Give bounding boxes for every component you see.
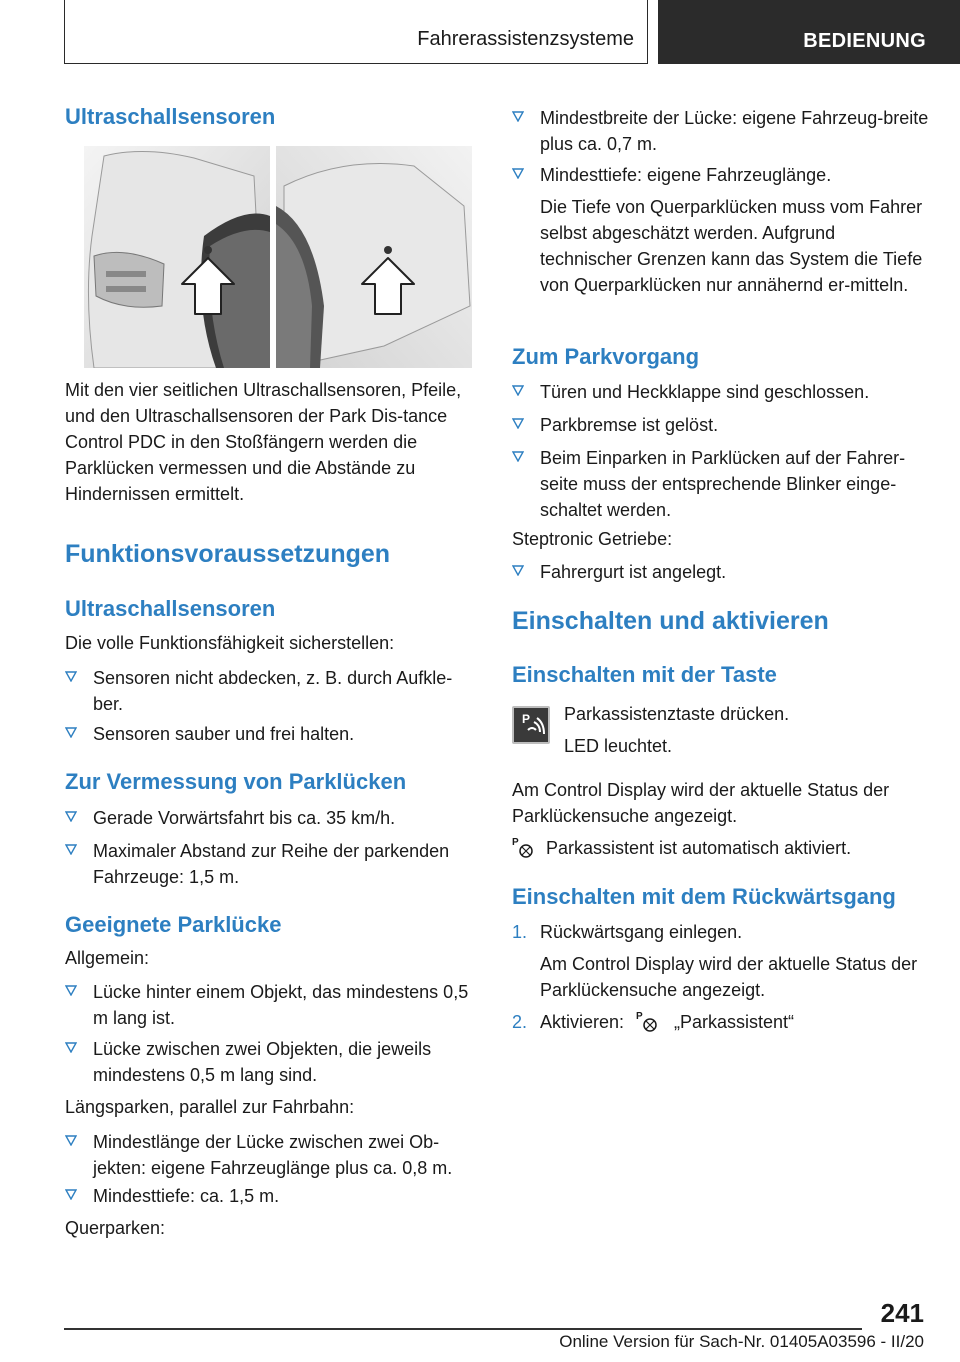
list-item-text: Parkbremse ist gelöst.: [540, 415, 719, 435]
header-tab: [658, 0, 960, 64]
heading-funktionsvoraussetzungen: Funktionsvoraussetzungen: [65, 540, 391, 568]
list-item: [512, 445, 932, 523]
list-item: [65, 805, 480, 831]
list-item-text: Beim Einparken in Parklücken auf der Fahrer-seite muss der entsprechende Blinker einge-schaltet werden.: [540, 448, 906, 520]
triangle-bullet-icon: [512, 417, 524, 429]
triangle-bullet-icon: [65, 810, 77, 822]
heading-einschalten-taste: Einschalten mit der Taste: [512, 662, 777, 687]
triangle-bullet-icon: [512, 167, 524, 179]
parking-assistant-icon: [636, 1009, 660, 1033]
triangle-bullet-icon: [65, 1188, 77, 1200]
paragraph-taste-druecken: Parkassistenztaste drücken.: [564, 704, 790, 724]
list-item-text: Sensoren sauber und frei halten.: [93, 724, 355, 744]
list-item: [512, 919, 932, 999]
svg-text:P: P: [512, 837, 519, 848]
heading-einschalten-rueckwaertsgang: Einschalten mit dem Rückwärtsgang: [512, 884, 896, 909]
paragraph-parkassistent-aktiv: Parkassistent ist automatisch aktiviert.: [546, 838, 852, 858]
list-item: [512, 162, 932, 188]
list-item: [65, 979, 480, 1031]
triangle-bullet-icon: [65, 843, 77, 855]
svg-text:P: P: [522, 712, 531, 726]
list-item: [65, 1129, 480, 1181]
list-item-text: Fahrergurt ist angelegt.: [540, 562, 727, 582]
triangle-bullet-icon: [65, 670, 77, 682]
paragraph-led-leuchtet: LED leuchtet.: [564, 736, 673, 756]
svg-text:P: P: [636, 1011, 643, 1022]
paragraph-sensor-description: Mit den vier seitlichen Ultraschallsensoren, Pfeile, und den Ultraschallsensoren der Park Dis-tance Control PDC in den Stoßfängern werden die Parklücken vermessen und die Abstände zu Hindernissen ermittelt.: [65, 380, 462, 504]
list-item: [512, 412, 932, 438]
triangle-bullet-icon: [512, 564, 524, 576]
parking-sensor-icon: [512, 706, 550, 744]
triangle-bullet-icon: [65, 726, 77, 738]
list-item: [65, 838, 480, 890]
list-item-text: Mindestbreite der Lücke: eigene Fahrzeug-breite plus ca. 0,7 m.: [540, 108, 929, 154]
paragraph-querparken: Querparken:: [65, 1218, 166, 1238]
step-number: 1.: [512, 922, 528, 942]
list-item-text: Mindesttiefe: ca. 1,5 m.: [93, 1186, 280, 1206]
triangle-bullet-icon: [512, 110, 524, 122]
footer-divider: [64, 1328, 862, 1330]
paragraph-tiefe: Die Tiefe von Querparklücken muss vom Fahrer selbst abgeschätzt werden. Aufgrund technischer Grenzen kann das System die Tiefe von Querparklücken nur annähernd er-mitteln.: [540, 197, 923, 295]
header-section-title: Fahrerassistenzsysteme: [417, 28, 634, 50]
list-item: [512, 559, 932, 585]
paragraph-allgemein: Allgemein:: [65, 948, 150, 968]
step-text-label: „Parkassistent“: [674, 1012, 795, 1032]
list-item: [65, 1183, 480, 1209]
triangle-bullet-icon: [65, 984, 77, 996]
list-item-text: Maximaler Abstand zur Reihe der parkenden Fahrzeuge: 1,5 m.: [93, 841, 450, 887]
step-text: Rückwärtsgang einlegen.: [540, 922, 743, 942]
paragraph-laengsparken: Längsparken, parallel zur Fahrbahn:: [65, 1097, 355, 1117]
paragraph-control-display: Am Control Display wird der aktuelle Status der Parklückensuche angezeigt.: [512, 780, 890, 826]
list-item: [65, 1036, 480, 1088]
heading-zum-parkvorgang: Zum Parkvorgang: [512, 344, 700, 369]
triangle-bullet-icon: [512, 450, 524, 462]
heading-geeignete-parkluecke: Geeignete Parklücke: [65, 912, 282, 937]
list-item: [65, 665, 480, 717]
list-item: [512, 105, 932, 157]
paragraph-volle: Die volle Funktionsfähigkeit sicherstellen:: [65, 633, 395, 653]
triangle-bullet-icon: [512, 384, 524, 396]
list-item-text: Mindestlänge der Lücke zwischen zwei Ob-jekten: eigene Fahrzeuglänge plus ca. 0,8 m.: [93, 1132, 453, 1178]
list-item-text: Mindesttiefe: eigene Fahrzeuglänge.: [540, 165, 832, 185]
parking-assistant-icon: [512, 835, 536, 859]
list-item: [512, 1009, 932, 1039]
triangle-bullet-icon: [65, 1134, 77, 1146]
step-subtext: Am Control Display wird der aktuelle Status der Parklückensuche angezeigt.: [540, 954, 918, 1000]
header-tab-label: BEDIENUNG: [803, 30, 926, 52]
list-item-text: Gerade Vorwärtsfahrt bis ca. 35 km/h.: [93, 808, 396, 828]
step-number: 2.: [512, 1012, 528, 1032]
paragraph-steptronic: Steptronic Getriebe:: [512, 529, 673, 549]
list-item-text: Türen und Heckklappe sind geschlossen.: [540, 382, 870, 402]
heading-einschalten-aktivieren: Einschalten und aktivieren: [512, 607, 829, 635]
footer-version: Online Version für Sach-Nr. 01405A03596 - II/20: [559, 1332, 924, 1351]
triangle-bullet-icon: [65, 1041, 77, 1053]
list-item-text: Lücke zwischen zwei Objekten, die jeweils mindestens 0,5 m lang sind.: [93, 1039, 432, 1085]
list-item-text: Sensoren nicht abdecken, z. B. durch Aufkle-ber.: [93, 668, 453, 714]
page-number: 241: [880, 1298, 924, 1328]
ultrasonic-sensor-illustration: [84, 146, 472, 368]
step-text: Aktivieren:: [540, 1012, 625, 1032]
heading-ultraschallsensoren-2: Ultraschallsensoren: [65, 596, 276, 621]
list-item: [512, 379, 932, 405]
heading-vermessung: Zur Vermessung von Parklücken: [65, 769, 407, 794]
list-item: [65, 721, 480, 747]
heading-ultraschallsensoren: Ultraschallsensoren: [65, 104, 276, 129]
list-item-text: Lücke hinter einem Objekt, das mindestens 0,5 m lang ist.: [93, 982, 469, 1028]
